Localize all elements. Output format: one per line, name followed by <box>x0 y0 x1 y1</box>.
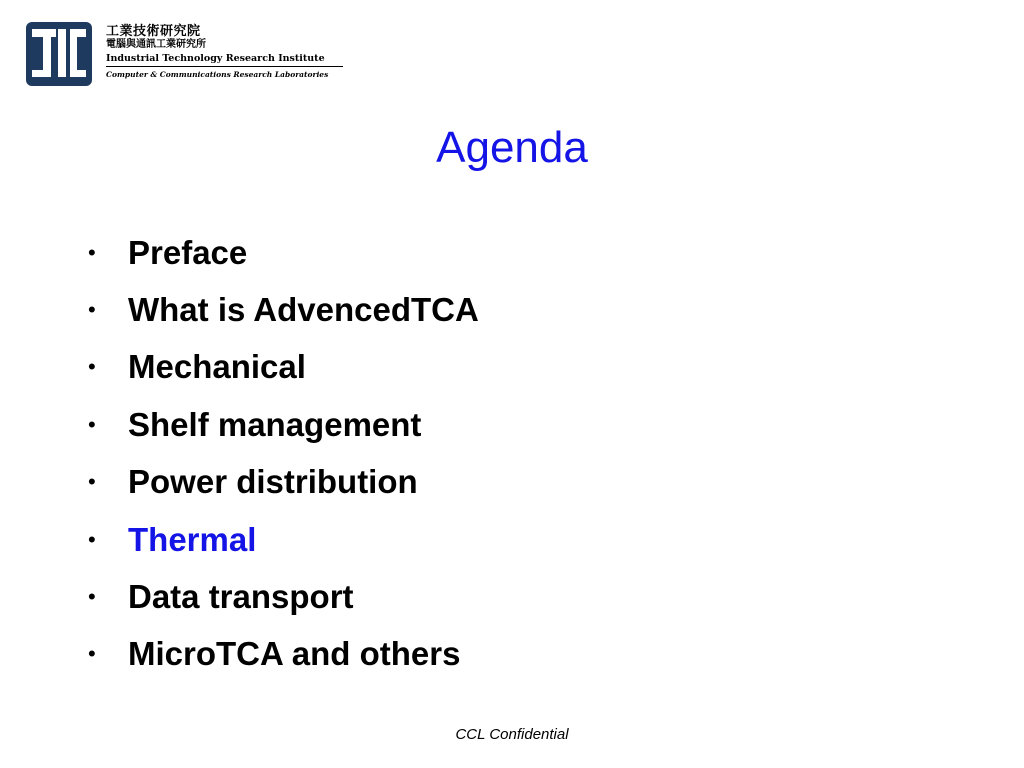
agenda-list <box>86 224 479 683</box>
bullet-icon: • <box>88 584 96 610</box>
agenda-item-label: Mechanical <box>128 348 306 386</box>
bullet-icon: • <box>88 354 96 380</box>
agenda-item-label: Preface <box>128 233 248 271</box>
bullet-icon: • <box>88 526 96 552</box>
slide-title: Agenda <box>436 123 588 172</box>
bullet-icon: • <box>88 297 96 323</box>
agenda-item <box>86 224 479 281</box>
agenda-item <box>86 626 479 683</box>
bullet-icon: • <box>88 411 96 437</box>
agenda-item <box>86 396 479 453</box>
agenda-item-label: Data transport <box>128 578 354 616</box>
agenda-item <box>86 454 479 511</box>
agenda-item <box>86 339 479 396</box>
org-name-cn: 工業技術研究院 <box>106 24 201 39</box>
lab-name-cn: 電腦與通訊工業研究所 <box>106 39 206 50</box>
agenda-item-label: What is AdvencedTCA <box>128 291 479 329</box>
agenda-item <box>86 281 479 338</box>
header-divider <box>106 66 343 67</box>
confidentiality-footer: CCL Confidential <box>455 726 569 743</box>
agenda-item-current <box>86 511 479 568</box>
bullet-icon: • <box>88 469 96 495</box>
agenda-item <box>86 568 479 625</box>
agenda-item-label: Thermal <box>128 520 257 558</box>
agenda-item-label: Power distribution <box>128 463 418 501</box>
bullet-icon: • <box>88 239 96 265</box>
itri-logo-icon <box>26 22 92 86</box>
agenda-item-label: MicroTCA and others <box>128 635 461 673</box>
organization-block <box>106 24 346 80</box>
bullet-icon: • <box>88 641 96 667</box>
header <box>26 20 356 90</box>
lab-name-en: Computer & Communications Research Laboratories <box>106 70 329 79</box>
org-name-en: Industrial Technology Research Institute <box>106 53 325 64</box>
agenda-item-label: Shelf management <box>128 405 422 443</box>
